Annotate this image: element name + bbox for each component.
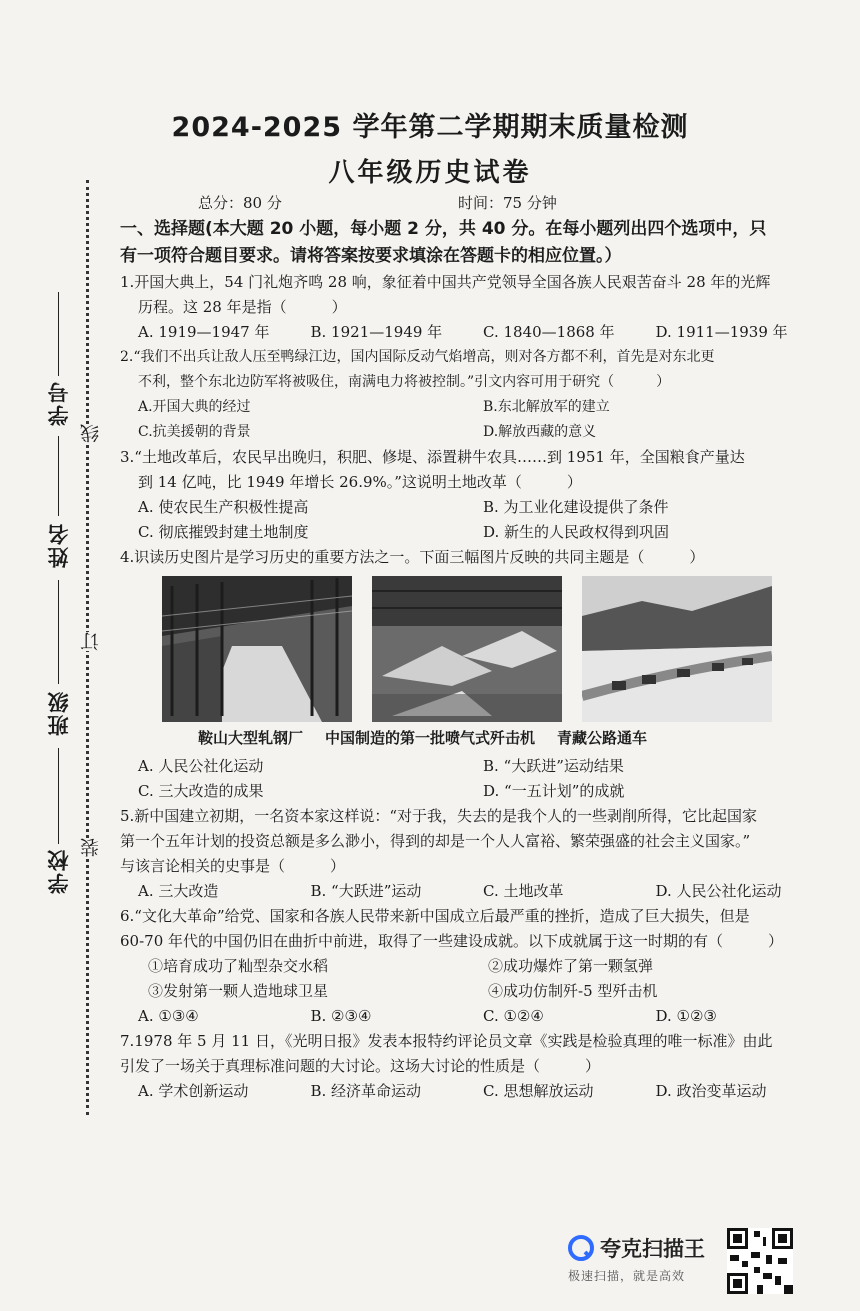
option-a: A. 人民公社化运动 xyxy=(138,757,264,775)
caption-2: 中国制造的第一批喷气式歼击机 xyxy=(325,729,536,747)
option-a: A. 学术创新运动 xyxy=(138,1082,249,1100)
class-label: 班级 xyxy=(46,690,71,736)
section-heading: 一、选择题(本大题 20 小题，每小题 2 分，共 40 分。在每小题列出四个选项中，只 有一项符合题目要求。请将答案按要求填涂在答题卡的相应位置。） xyxy=(120,219,767,266)
question-stem: 5.新中国建立初期，一名资本家这样说：“对于我，失去的是我个人的一些剥削所得，它比起国家 xyxy=(120,807,757,825)
question-stem: 第一个五年计划的投资总额是多么渺小，得到的却是一个人人富裕、繁荣强盛的社会主义国家。” xyxy=(120,832,751,850)
option-d: D.解放西藏的意义 xyxy=(483,424,597,440)
caption-1: 鞍山大型轧钢厂 xyxy=(198,729,304,747)
options xyxy=(120,754,828,779)
question-stem: 与该言论相关的史事是（ ） xyxy=(120,857,346,875)
option-b: B. “大跃进”运动结果 xyxy=(483,757,624,775)
scanner-logo-icon xyxy=(568,1235,594,1261)
jet-fighters-photo xyxy=(372,576,562,722)
question-6 xyxy=(120,904,828,1029)
question-2 xyxy=(120,345,828,445)
option-c: C. ①②④ xyxy=(483,1007,544,1025)
question-stem: 历程。这 28 年是指（ ） xyxy=(138,298,347,316)
school-blank xyxy=(58,748,59,844)
order-mark: 订 xyxy=(77,632,104,651)
steel-mill-photo xyxy=(162,576,352,722)
exam-time: 时间：75 分钟 xyxy=(458,194,557,212)
question-5 xyxy=(120,804,828,904)
question-stem: 到 14 亿吨，比 1949 年增长 26.9%。”这说明土地改革（ ） xyxy=(138,473,582,491)
options xyxy=(120,320,828,345)
exam-subtitle: 八年级历史试卷 xyxy=(328,158,532,188)
statements xyxy=(120,979,828,1004)
option-c: C.抗美援朝的背景 xyxy=(138,424,251,440)
statement-4: ④成功仿制歼-5 型歼击机 xyxy=(488,982,658,1000)
question-stem: 2.“我们不出兵让敌人压至鸭绿江边，国内国际反动气焰增高，则对各方都不利，首先是对东北更 xyxy=(120,349,715,365)
question-stem: 1.开国大典上，54 门礼炮齐鸣 28 响，象征着中国共产党领导全国各族人民艰苦奋斗 28 年的光辉 xyxy=(120,273,771,291)
name-label: 姓名 xyxy=(46,522,71,568)
photo-row xyxy=(120,576,828,722)
options xyxy=(120,395,828,420)
question-stem: 7.1978 年 5 月 11 日，《光明日报》发表本报特约评论员文章《实践是检验真理的唯一标准》由此 xyxy=(120,1032,773,1050)
options xyxy=(120,779,828,804)
option-a: A. 三大改造 xyxy=(138,882,219,900)
option-a: A. 使农民生产积极性提高 xyxy=(138,498,309,516)
line-mark: 线 xyxy=(77,424,104,443)
options xyxy=(120,879,828,904)
option-c: C. 土地改革 xyxy=(483,882,564,900)
option-b: B. “大跃进”运动 xyxy=(310,882,422,900)
question-stem: 不利，整个东北边防军将被吸住，南满电力将被控制。”引文内容可用于研究（ ） xyxy=(138,374,671,390)
option-d: D. 1911—1939 年 xyxy=(655,323,788,341)
option-d: D. 新生的人民政权得到巩固 xyxy=(483,523,670,541)
option-a: A.开国大典的经过 xyxy=(138,399,251,415)
options xyxy=(120,1004,828,1029)
option-c: C. 1840—1868 年 xyxy=(483,323,615,341)
questions xyxy=(110,216,828,1104)
option-c: C. 三大改造的成果 xyxy=(138,782,264,800)
option-a: A. 1919—1947 年 xyxy=(138,323,270,341)
photo-captions xyxy=(120,722,828,754)
class-blank xyxy=(58,580,59,684)
options xyxy=(120,520,828,545)
total-score: 总分：80 分 xyxy=(198,194,282,212)
question-3 xyxy=(120,445,828,545)
question-stem: 3.“土地改革后，农民早出晚归，积肥、修堤、添置耕牛农具……到 1951 年，全国粮食产量达 xyxy=(120,448,745,466)
scanner-watermark xyxy=(568,1233,705,1284)
question-7 xyxy=(120,1029,828,1104)
statement-2: ②成功爆炸了第一颗氢弹 xyxy=(488,957,654,975)
option-c: C. 思想解放运动 xyxy=(483,1082,594,1100)
student-number-label: 学号 xyxy=(46,380,71,426)
option-d: D. 政治变革运动 xyxy=(655,1082,767,1100)
scanner-slogan: 极速扫描，就是高效 xyxy=(568,1269,686,1283)
option-b: B.东北解放军的建立 xyxy=(483,399,610,415)
name-blank xyxy=(58,436,59,516)
question-stem: 60-70 年代的中国仍旧在曲折中前进，取得了一些建设成就。以下成就属于这一时期的有（ ） xyxy=(120,932,784,950)
option-b: B. 经济革命运动 xyxy=(310,1082,422,1100)
option-a: A. ①③④ xyxy=(138,1007,199,1025)
bind-mark: 装 xyxy=(77,838,104,857)
option-c: C. 彻底摧毁封建土地制度 xyxy=(138,523,309,541)
options xyxy=(120,1079,828,1104)
option-b: B. 为工业化建设提供了条件 xyxy=(483,498,669,516)
question-stem: 引发了一场关于真理标准问题的大讨论。这场大讨论的性质是（ ） xyxy=(120,1057,601,1075)
scanner-brand: 夸克扫描王 xyxy=(600,1237,705,1261)
exam-title: 2024-2025 学年第二学期期末质量检测 xyxy=(171,112,689,143)
question-1 xyxy=(120,270,828,345)
statements xyxy=(120,954,828,979)
qr-code-icon xyxy=(727,1228,793,1294)
option-b: B. ②③④ xyxy=(310,1007,372,1025)
question-stem: 4.识读历史图片是学习历史的重要方法之一。下面三幅图片反映的共同主题是（ ） xyxy=(120,548,705,566)
option-b: B. 1921—1949 年 xyxy=(310,323,443,341)
caption-3: 青藏公路通车 xyxy=(557,729,648,747)
options xyxy=(120,420,828,445)
statement-1: ①培育成功了籼型杂交水稻 xyxy=(148,957,329,975)
question-stem: 6.“文化大革命”给党、国家和各族人民带来新中国成立后最严重的挫折，造成了巨大损失，但是 xyxy=(120,907,750,925)
student-number-blank xyxy=(58,292,59,376)
qinghai-tibet-road-photo xyxy=(582,576,772,722)
statement-3: ③发射第一颗人造地球卫星 xyxy=(148,982,329,1000)
option-d: D. ①②③ xyxy=(655,1007,717,1025)
options xyxy=(120,495,828,520)
option-d: D. 人民公社化运动 xyxy=(655,882,782,900)
school-label: 学校 xyxy=(46,848,71,894)
option-d: D. “一五计划”的成就 xyxy=(483,782,625,800)
question-4 xyxy=(120,545,828,804)
